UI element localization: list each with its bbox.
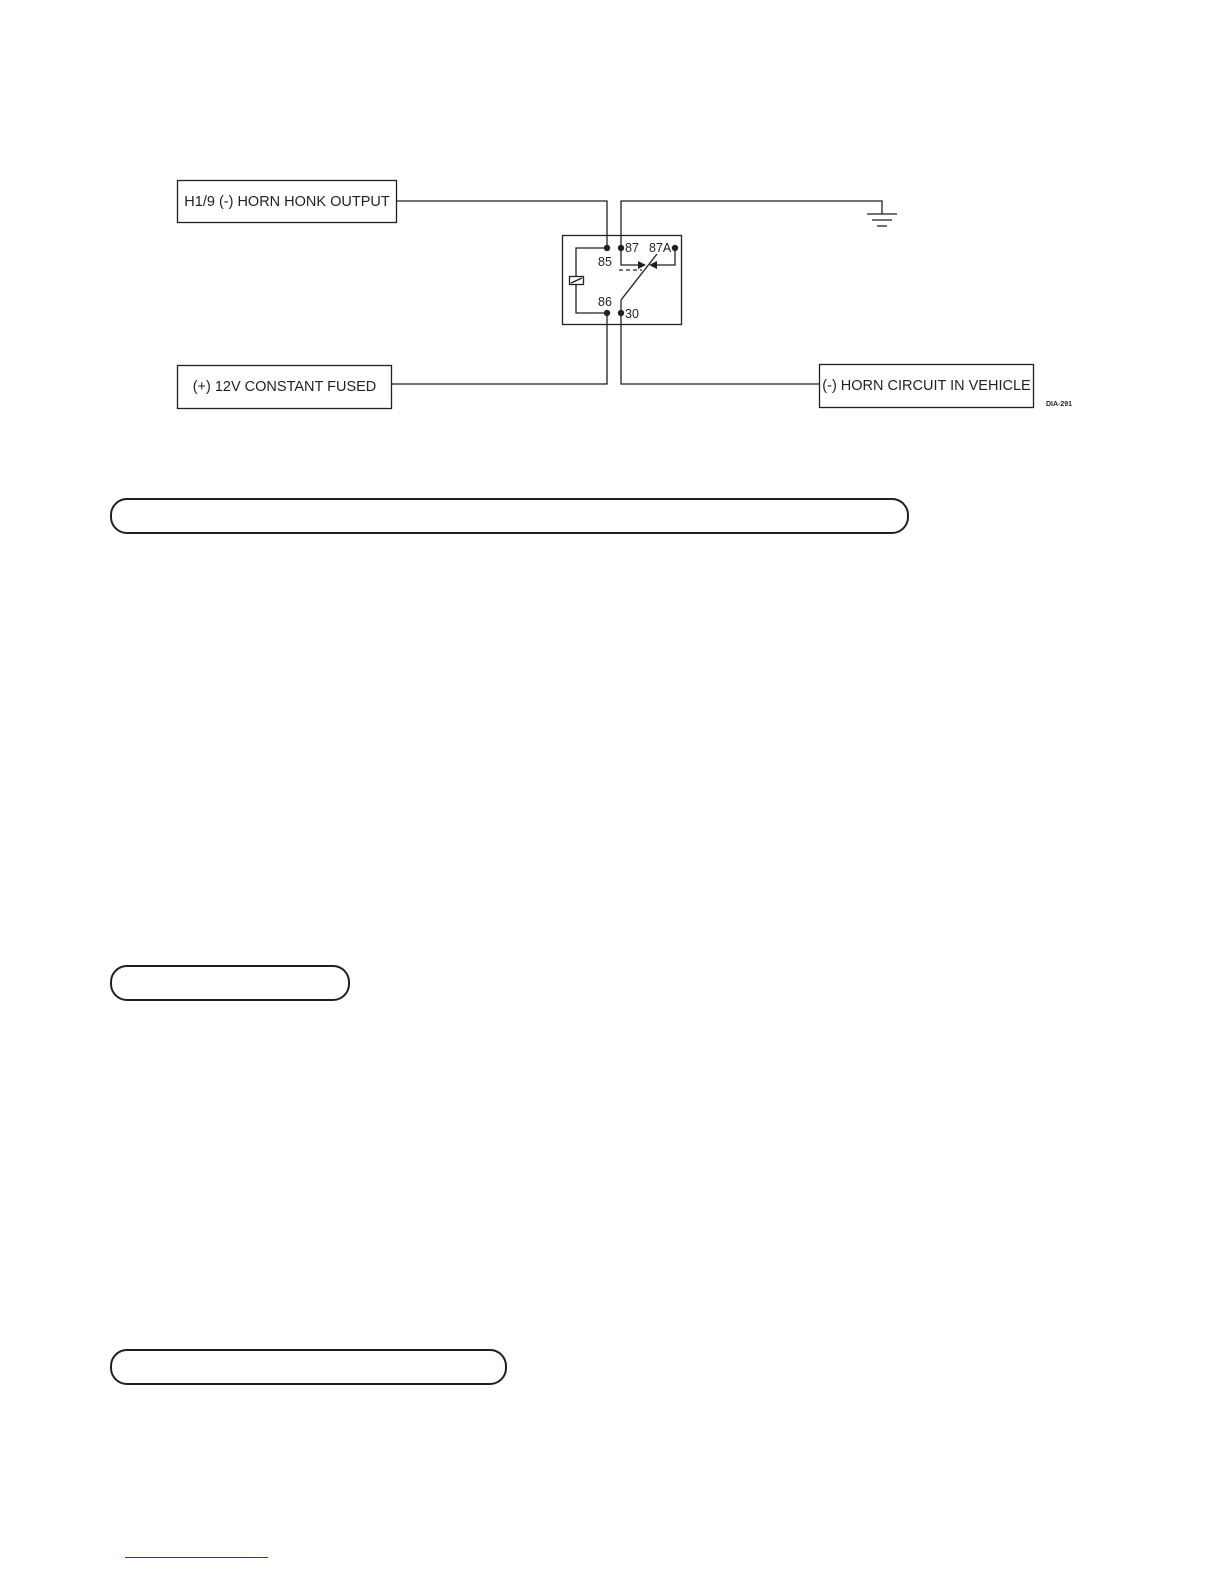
pin-30-label: 30 [625,307,639,321]
ground-icon [867,214,897,226]
terminal-85 [604,245,610,251]
footer-link-underline[interactable] [125,1557,268,1558]
section-heading-1 [110,498,909,534]
wire-30-to-horn-circuit [621,313,819,384]
terminal-87 [618,245,624,251]
wire-12v-to-86 [392,313,607,384]
section-heading-3 [110,1349,507,1385]
horn-circuit-label: (-) HORN CIRCUIT IN VEHICLE [822,378,1031,394]
pin-86-label: 86 [598,295,612,309]
terminal-87a [672,245,678,251]
terminal-86 [604,310,610,316]
horn-honk-output-label: H1/9 (-) HORN HONK OUTPUT [184,194,390,210]
terminal-30 [618,310,624,316]
pin-87-label: 87 [625,241,639,255]
pin-87a-label: 87A [649,241,672,255]
wire-horn-honk-to-85 [397,201,607,248]
wiring-diagram [0,0,1224,470]
section-heading-2 [110,965,350,1001]
diagram-code: DIA-291 [1046,401,1073,408]
constant-fused-label: (+) 12V CONSTANT FUSED [192,379,377,395]
arrow-to-87 [638,261,646,269]
relay-switch-arm [621,254,657,300]
pin-85-label: 85 [598,255,612,269]
